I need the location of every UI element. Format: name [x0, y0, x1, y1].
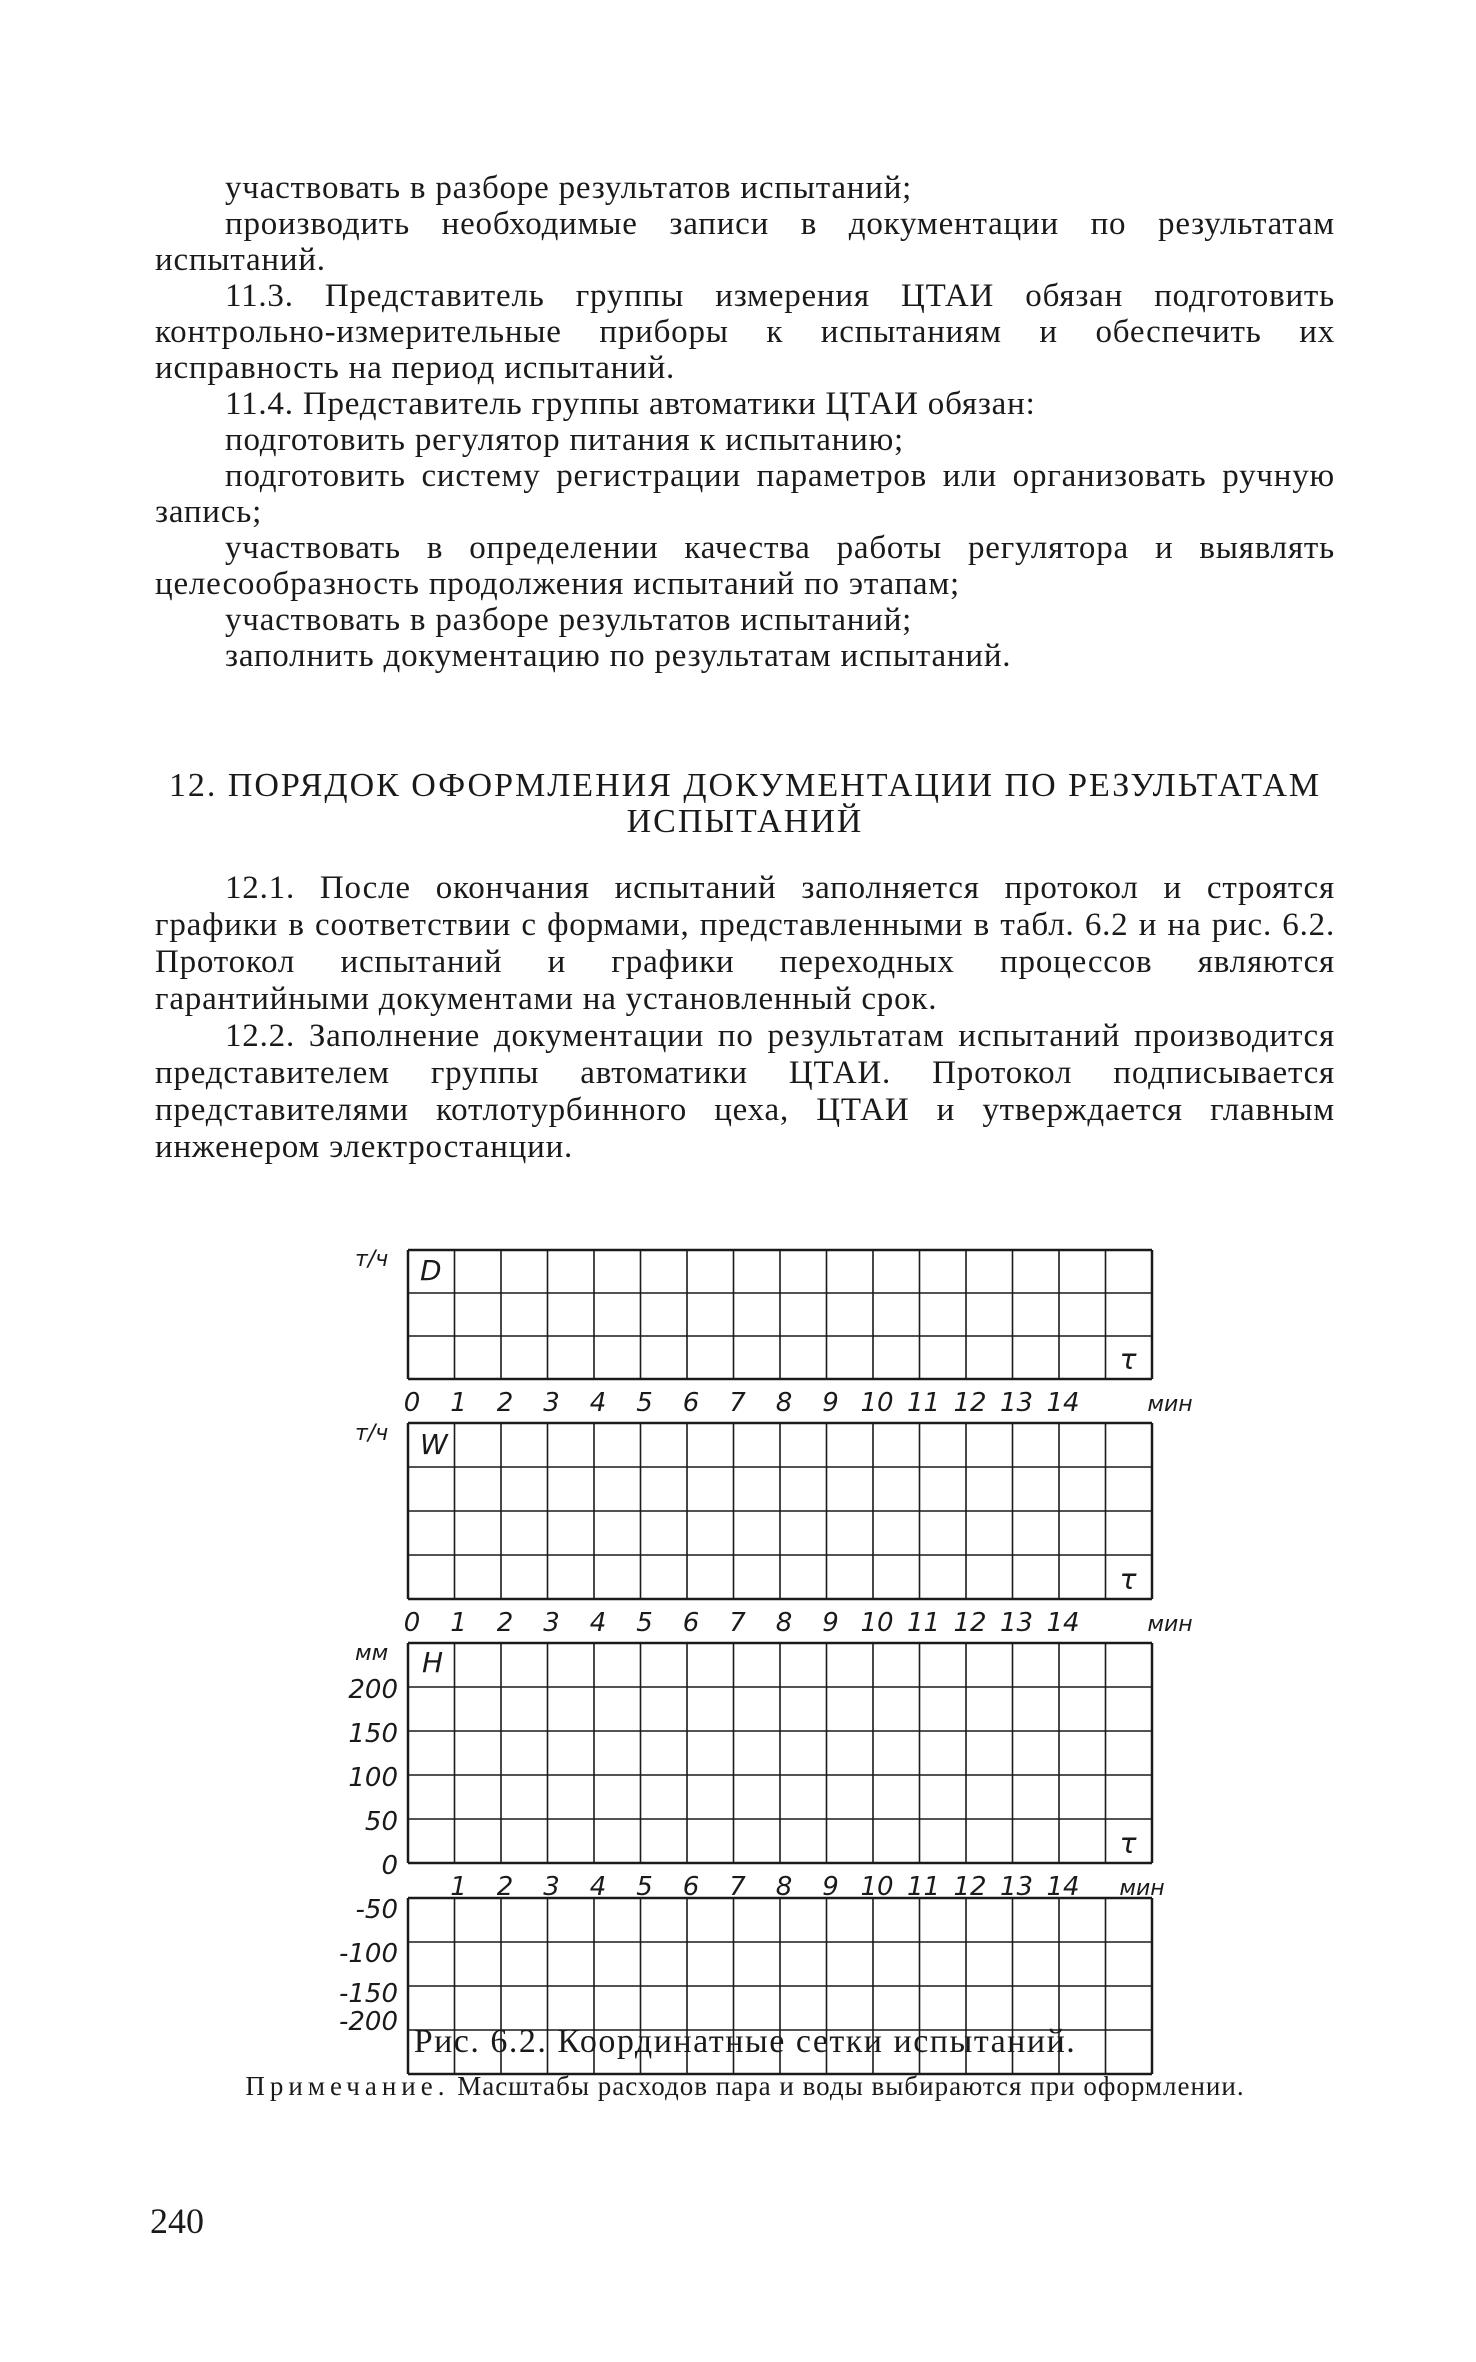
grid-d-x-tick-label: 8 — [775, 1388, 793, 1418]
page-number: 240 — [150, 2201, 204, 2241]
grid-w-x-tick-label: 12 — [953, 1608, 987, 1638]
grid-h-tau-label: τ — [1119, 1827, 1137, 1860]
grid-d-x-tick-label: 1 — [450, 1388, 467, 1418]
grid-d-x-tick-label: 5 — [636, 1388, 653, 1418]
grid-h-x-tick-label: 11 — [906, 1872, 941, 1902]
grid-h-y-label: -100 — [338, 1939, 398, 1969]
grid-w-var-label: W — [420, 1428, 448, 1461]
grid-h-y-label: -50 — [355, 1895, 398, 1925]
grid-w-time-unit: мин — [1147, 1612, 1193, 1637]
grid-h-x-tick-label: 8 — [775, 1872, 793, 1902]
figure-note — [155, 2070, 1335, 2102]
paragraph: подготовить систему регистрации параметров или организовать ручную запись; — [155, 458, 1335, 530]
figure-caption: Рис. 6.2. Координатные сетки испытаний. — [413, 2023, 1077, 2060]
grid-w-x-tick-label: 13 — [999, 1608, 1034, 1638]
grid-d-x-tick-label: 12 — [953, 1388, 987, 1418]
grid-h-x-tick-label: 9 — [822, 1872, 839, 1902]
paragraph: 11.4. Представитель группы автоматики ЦТАИ обязан: — [225, 386, 1036, 422]
grid-h-y-label: -150 — [338, 1979, 398, 2009]
grid-w-x-tick-label: 0 — [403, 1608, 421, 1638]
grid-h-x-tick-label: 10 — [860, 1872, 894, 1902]
grid-w-x-tick-label: 11 — [906, 1608, 941, 1638]
grid-h-y-label: 200 — [348, 1675, 398, 1705]
grid-h-x-tick-label: 3 — [543, 1872, 560, 1902]
grid-h-x-tick-label: 4 — [589, 1872, 607, 1902]
section-title-line1: 12. ПОРЯДОК ОФОРМЛЕНИЯ ДОКУМЕНТАЦИИ ПО РЕЗУЛЬТАТАМ — [168, 767, 1322, 804]
grid-w-x-tick-label: 8 — [775, 1608, 793, 1638]
grid-w-x-tick-label: 4 — [589, 1608, 607, 1638]
paragraph: 12.1. После окончания испытаний заполняется протокол и строятся графики в соответствии с формами, представленными в табл. 6.2 и на рис. 6.2. Протокол испытаний и графики переходных процессов являются гарантийными документами на установленный срок. — [155, 870, 1335, 1017]
grid-h-time-unit: мин — [1119, 1876, 1165, 1901]
paragraph: заполнить документацию по результатам испытаний. — [225, 638, 1012, 674]
grid-d-time-unit: мин — [1147, 1392, 1193, 1417]
grid-d-x-tick-label: 2 — [496, 1388, 514, 1418]
grid-d-x-tick-label: 9 — [822, 1388, 839, 1418]
grid-h-x-tick-label: 2 — [496, 1872, 514, 1902]
grid-d-x-tick-label: 7 — [729, 1388, 746, 1418]
grid-d-tau-label: τ — [1119, 1343, 1137, 1376]
note-text: Масштабы расходов пара и воды выбираются при оформлении. — [457, 2071, 1245, 2101]
grid-h-unit: мм — [355, 1641, 389, 1666]
grid-w-x-tick-label: 3 — [543, 1608, 560, 1638]
grid-d-var-label: D — [420, 1254, 442, 1287]
grid-h-y-label: 150 — [348, 1719, 398, 1749]
grid-d-x-tick-label: 3 — [543, 1388, 560, 1418]
grid-w-x-tick-label: 14 — [1046, 1608, 1080, 1638]
grid-d-x-tick-label: 13 — [999, 1388, 1034, 1418]
grid-d-x-tick-label: 11 — [906, 1388, 941, 1418]
paragraph: 12.2. Заполнение документации по результатам испытаний производится представителем группы автоматики ЦТАИ. Протокол подписывается представителями котлотурбинного цеха, ЦТАИ и утверждается главным инженером электростанции. — [155, 1018, 1335, 1165]
grid-w-tau-label: τ — [1119, 1563, 1137, 1596]
paragraph: участвовать в разборе результатов испытаний; — [225, 602, 913, 638]
paragraph: производить необходимые записи в документации по результатам испытаний. — [155, 206, 1335, 278]
grid-w-x-tick-label: 2 — [496, 1608, 514, 1638]
section-title-line2: ИСПЫТАНИЙ — [626, 803, 864, 840]
paragraph: подготовить регулятор питания к испытанию; — [225, 422, 905, 458]
grid-h-x-tick-label: 14 — [1046, 1872, 1080, 1902]
grid-w-x-tick-label: 5 — [636, 1608, 653, 1638]
grid-d-unit: т/ч — [355, 1247, 389, 1272]
grid-h-x-tick-label: 12 — [953, 1872, 987, 1902]
grid-d-x-tick-label: 0 — [403, 1388, 421, 1418]
grid-h-y-label: 0 — [381, 1851, 398, 1881]
grid-h-x-tick-label: 5 — [636, 1872, 653, 1902]
grid-w-unit: т/ч — [355, 1421, 389, 1446]
paragraph: участвовать в определении качества работы регулятора и выявлять целесообразность продолжения испытаний по этапам; — [155, 530, 1335, 602]
grid-h-y-label: 50 — [364, 1807, 398, 1837]
grid-h-y-label: 100 — [348, 1763, 398, 1793]
grid-w-x-tick-label: 7 — [729, 1608, 746, 1638]
grid-d-x-tick-label: 6 — [682, 1388, 700, 1418]
grid-w-x-tick-label: 10 — [860, 1608, 894, 1638]
grid-h-x-tick-label: 1 — [450, 1872, 467, 1902]
grid-w-x-tick-label: 1 — [450, 1608, 467, 1638]
grid-h-y-label: -200 — [338, 2007, 398, 2037]
paragraph: 11.3. Представитель группы измерения ЦТАИ обязан подготовить контрольно-измерительные приборы к испытаниям и обеспечить их исправность на период испытаний. — [155, 278, 1335, 386]
note-label: Примечание. — [245, 2071, 450, 2101]
grid-w-x-tick-label: 6 — [682, 1608, 700, 1638]
grid-w-x-tick-label: 9 — [822, 1608, 839, 1638]
grid-d-x-tick-label: 14 — [1046, 1388, 1080, 1418]
grid-d-x-tick-label: 4 — [589, 1388, 607, 1418]
grid-h-x-tick-label: 7 — [729, 1872, 746, 1902]
grid-h-x-tick-label: 13 — [999, 1872, 1034, 1902]
grid-h-var-label: H — [422, 1646, 444, 1679]
grid-h-x-tick-label: 6 — [682, 1872, 700, 1902]
paragraph: участвовать в разборе результатов испытаний; — [225, 170, 913, 206]
grid-d-x-tick-label: 10 — [860, 1388, 894, 1418]
